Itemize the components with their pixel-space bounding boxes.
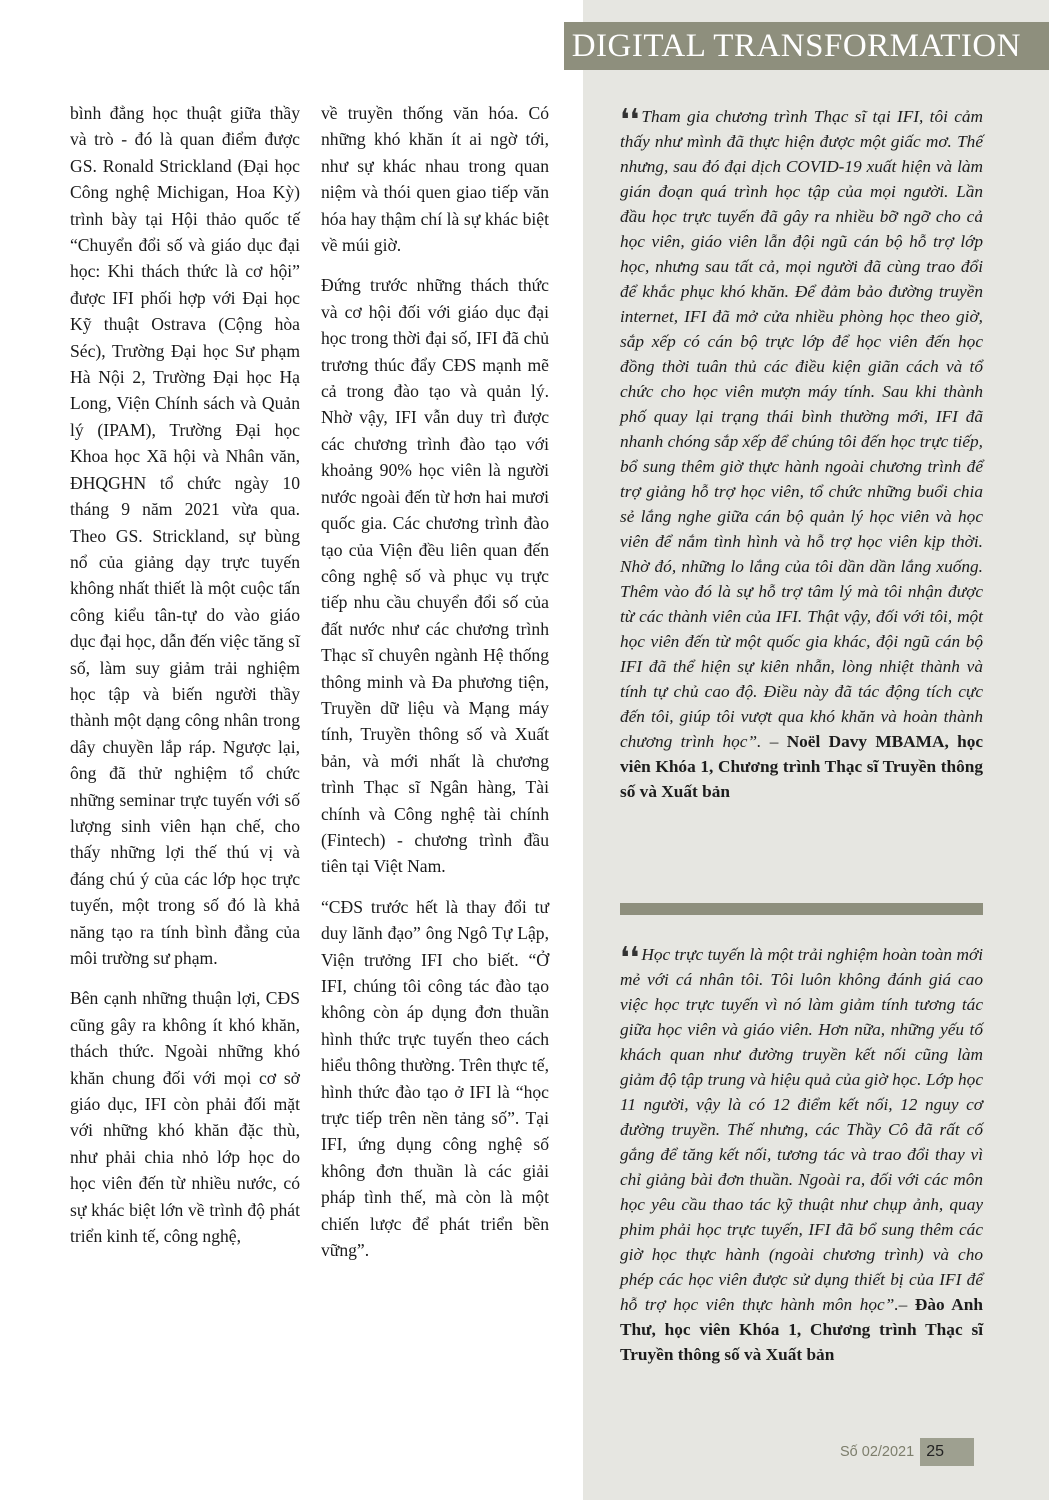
paragraph: về truyền thống văn hóa. Có những khó khăn ít ai ngờ tới, như sự khác nhau trong quan niệm và thói quen giao tiếp văn hóa hay thậm chí là sự khác biệt về múi giờ. <box>321 103 549 256</box>
quote-text: Tham gia chương trình Thạc sĩ tại IFI, tôi cảm thấy như mình đã thực hiện được một giấc mơ. Thế nhưng, sau đó đại dịch COVID-19 xuất hiện và làm gián đoạn quá trình học tập của mọi người. Lần đầu học trực tuyến đã gây ra nhiều bỡ ngỡ cho cả học viên, giáo viên lẫn đội ngũ cán bộ hỗ trợ lớp học, nhưng sau tất cả, mọi người đã cùng trao đổi để khắc phục khó khăn. Để đảm bảo đường truyền internet, IFI đã mở cửa nhiều phòng học theo giờ, sắp xếp có cán bộ trực lớp để học viên đến học đồng thời tuân thủ các điều kiện giãn cách và tổ chức cho học viên mượn máy tính. Sau khi thành phố quay lại trạng thái bình thường mới, IFI đã nhanh chóng sắp xếp để chúng tôi đến học trực tiếp, bổ sung thêm giờ thực hành ngoài chương trình để trợ giảng hỗ trợ học viên, tổ chức những buổi chia sẻ lắng nghe giữa cán bộ quản lý học viên và học viên để nắm tình hình và hỗ trợ học viên kịp thời. Nhờ đó, những lo lắng của tôi dần dần lắng xuống. Thêm vào đó là sự hỗ trợ tâm lý mà tôi nhận được từ các thành viên của IFI. Thật vậy, đối với tôi, một học viên đến từ một quốc gia khác, đội ngũ cán bộ IFI đã thể hiện sự kiên nhẫn, lòng nhiệt thành và tính tự chủ cao độ. Điều này đã tác động tích cực đến tôi, giúp tôi vượt qua khó khăn và hoàn thành chương trình học”. <box>620 107 983 751</box>
quote-text: Học trực tuyến là một trải nghiệm hoàn toàn mới mẻ với cá nhân tôi. Tôi luôn không đánh giá cao việc học trực tuyến vì nó làm giảm tính tương tác giữa học viên và giáo viên. Hơn nữa, những yếu tố khách quan như đường truyền kết nối cũng làm giảm độ tập trung và hiệu quả của giờ học. Lớp học 11 người, vậy là có 12 điểm kết nối, 12 nguy cơ đường truyền. Thế nhưng, các Thầy Cô đã rất cố gắng để tăng kết nối, tương tác và trao đổi thay vì chỉ giảng bài đơn thuần. Ngoài ra, đối với các môn học yêu cầu thao tác kỹ thuật như chụp ảnh, quay phim phải học trực tuyến, IFI đã bổ sung thêm các giờ học thực hành (ngoài chương trình) và cho phép các học viên được sử dụng thiết bị của IFI để hỗ trợ học viên thực hành môn học”. <box>620 945 983 1314</box>
quote-author: Noël Davy MBAMA, học viên Khóa 1, Chương trình Thạc sĩ Truyền thông số và Xuất bản <box>620 732 984 801</box>
article-column-1 <box>70 100 300 1263</box>
quote-mark-icon: ❛❛ <box>620 104 640 137</box>
issue-label: Số 02/2021 <box>840 1444 915 1460</box>
quote-mark-icon: ❛❛ <box>620 942 640 975</box>
article-column-2 <box>321 100 549 1277</box>
quote-author: Đào Anh Thư, học viên Khóa 1, Chương trình Thạc sĩ Truyền thông số và Xuất bản <box>620 1295 983 1364</box>
page-footer <box>840 1438 974 1466</box>
section-header <box>564 22 1049 70</box>
divider-bar <box>620 903 983 915</box>
paragraph: Bên cạnh những thuận lợi, CĐS cũng gây ra không ít khó khăn, thách thức. Ngoài những khó khăn chung đối với mọi cơ sở giáo dục, IFI còn phải đối mặt với những khó khăn đặc thù, như phải chia nhỏ lớp học do học viên đến từ nhiều nước, có sự khác biệt lớn về trình độ phát triển kinh tế, công nghệ, <box>70 988 300 1247</box>
paragraph: bình đẳng học thuật giữa thầy và trò - đó là quan điểm được GS. Ronald Strickland (Đại học Công nghệ Michigan, Hoa Kỳ) trình bày tại Hội thảo quốc tế “Chuyển đổi số và giáo dục đại học: Khi thách thức là cơ hội” được IFI phối hợp với Đại học Kỹ thuật Ostrava (Cộng hòa Séc), Trường Đại học Sư phạm Hà Nội 2, Trường Đại học Hạ Long, Viện Chính sách và Quản lý (IPAM), Trường Đại học Khoa học Xã hội và Nhân văn, ĐHQGHN tổ chức ngày 10 tháng 9 năm 2021 vừa qua. Theo GS. Strickland, sự bùng nổ của giảng dạy trực tuyến không nhất thiết là một cuộc tấn công kiểu tân-tự do vào giáo dục đại học, dẫn đến việc tăng sĩ số, làm suy giảm trải nghiệm học tập và biến người thầy thành một dạng công nhân trong dây chuyền lắp ráp. Ngược lại, ông đã thử nghiệm tổ chức những seminar trực tuyến với số lượng sinh viên hạn chế, cho thấy những lợi thế thú vị và đáng chú ý của các lớp học trực tuyến, một trong số đó là khả năng tạo ra tính bình đẳng của môi trường sư phạm. <box>70 103 300 968</box>
testimonial-quote-2 <box>620 942 983 1367</box>
paragraph: Đứng trước những thách thức và cơ hội đối với giáo dục đại học trong thời đại số, IFI đã chủ trương thúc đẩy CĐS mạnh mẽ cả trong đào tạo và quản lý. Nhờ vậy, IFI vẫn duy trì được các chương trình đào tạo với khoảng 90% học viên là người nước ngoài đến từ hơn hai mươi quốc gia. Các chương trình đào tạo của Viện đều liên quan đến công nghệ số và phục vụ trực tiếp nhu cầu chuyển đổi số của đất nước như các chương trình Thạc sĩ chuyên ngành Hệ thống thông minh và Đa phương tiện, Truyền dữ liệu và Mạng máy tính, Truyền thông số và Xuất bản, và mới nhất là chương trình Thạc sĩ Ngân hàng, Tài chính và Công nghệ tài chính (Fintech) - chương trình đầu tiên tại Việt Nam. <box>321 275 549 877</box>
section-title: DIGITAL TRANSFORMATION <box>571 28 1021 64</box>
testimonial-quote-1 <box>620 104 983 804</box>
paragraph: “CĐS trước hết là thay đổi tư duy lãnh đạo” ông Ngô Tự Lập, Viện trưởng IFI cho biết. “Ở IFI, chúng tôi công tác đào tạo không còn áp dụng đơn thuần hình thức trực tuyến theo cách hiểu thông thường. Trên thực tế, hình thức đào tạo ở IFI là “học trực tiếp trên nền tảng số”. Tại IFI, ứng dụng công nghệ số không đơn thuần là các giải pháp tình thế, mà còn là một chiến lược để phát triển bền vững”. <box>321 896 549 1261</box>
quote-dash: – <box>761 732 787 751</box>
quote-dash: – <box>898 1295 915 1314</box>
page-number: 25 <box>920 1438 974 1466</box>
